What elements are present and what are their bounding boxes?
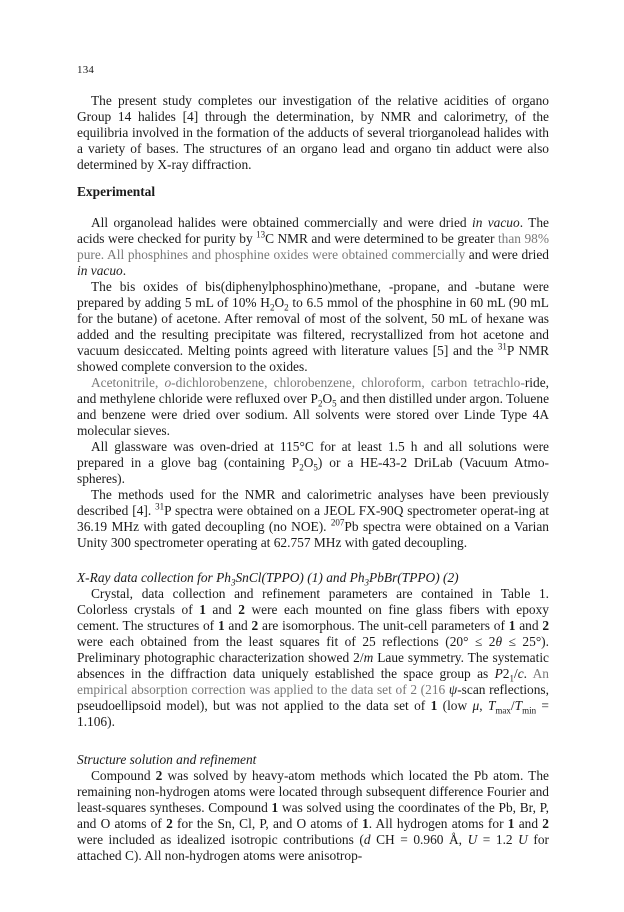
- intro-section: [77, 93, 549, 173]
- page-number: 134: [77, 64, 95, 76]
- xray-section: [77, 586, 549, 730]
- experimental-paragraph-5: The methods used for the NMR and calorimetric analyses have been previously described [4]. $^{31}$P spectra were obtained on a JEOL FX-90Q spectrometer operat-ing at 36.19 MHz with gated decoupling (no NOE). $^{207}$Pb spectra were obtained on a Varian Unity 300 spectrometer operating at 62.757 MHz with gated decoupling.: [77, 487, 549, 550]
- xray-heading: X-Ray data collection for $Ph_3SnCl(TPPO)$ (1) and $Ph_3PbBr(TPPO)$ (2): [77, 570, 459, 588]
- experimental-heading-wrap: [77, 184, 549, 200]
- structure-heading-wrap: [77, 752, 549, 768]
- structure-paragraph: Compound 2 was solved by heavy-atom methods which located the Pb atom. The remaining non-hydrogen atoms were located through subsequent difference Fourier and least-squares syntheses. Compound 1 was solved using the coordinates of the Pb, Br, P, and O atoms of 2 for the Sn, Cl, P, and O atoms of 1. All hydrogen atoms for 1 and 2 were included as idealized isotropic contributions (d CH = 0.960 Å, U = 1.2 U for attached C). All non-hydrogen atoms were anisotrop-: [77, 768, 549, 863]
- intro-paragraph: The present study completes our investigation of the relative acidities of organo Group 14 halides [4] through the determination, by NMR and calorimetry, of the equilibria involved in the formation of the adducts of several triorganolead halides with a variety of bases. The structures of an organo lead and organo tin adduct were also determined by X-ray diffraction.: [77, 93, 549, 172]
- experimental-paragraph-3: Acetonitrile, o-dichlorobenzene, chlorobenzene, chloroform, carbon tetrachlo-ride, and methylene chloride were refluxed over $P_2O_5$ and then distilled under argon. Toluene and benzene were dried over sodium. All solvents were stored over Linde Type 4A molecular sieves.: [77, 375, 550, 438]
- xray-paragraph: Crystal, data collection and refinement parameters are contained in Table 1. Colorless crystals of 1 and 2 were each mounted on fine glass fibers with epoxy cement. The structures of 1 and 2 are isomorphous. The unit-cell parameters of 1 and 2 were each obtained from the least squares fit of 25 reflections (20° ≤ 2θ ≤ 25°). Preliminary photographic characterization showed 2/m Laue symmetry. The systematic absences in the diffraction data uniquely established the space group as $P2_1/c$. An empirical absorption correction was applied to the data set of 2 (216 ψ-scan reflections, pseudoellipsoid model), but was not applied to the data set of 1 (low μ, $T_{max}/T_{min} = 1.106$).: [77, 586, 550, 729]
- experimental-paragraph-1: All organolead halides were obtained commercially and were dried in vacuo. The acids were checked for purity by $^{13}$C NMR and were determined to be greater than 98% pure. All phosphines and phosphine oxides were obtained commercially and were dried in vacuo.: [77, 215, 550, 278]
- structure-section: [77, 768, 549, 864]
- experimental-heading: Experimental: [77, 184, 156, 199]
- experimental-paragraph-2: The bis oxides of bis(diphenylphosphino)methane, -propane, and -butane were prepared by adding 5 mL of 10% $H_2O_2$ to 6.5 mmol of the phosphine in 60 mL (90 mL for the butane) of acetone. After removal of most of the solvent, 50 mL of hexane was added and the resulting precipitate was filtered, recrystallized from hot acetone and vacuum desiccated. Melting points agreed with literature values [5] and the $^{31}$P NMR showed complete conversion to the oxides.: [77, 279, 549, 374]
- structure-heading: Structure solution and refinement: [77, 752, 257, 767]
- experimental-section: [77, 215, 549, 551]
- experimental-paragraph-4: All glassware was oven-dried at 115°C for at least 1.5 h and all solutions were prepared in a glove bag (containing $P_2O_5$) or a HE-43-2 DriLab (Vacuum Atmo-spheres).: [77, 439, 549, 486]
- xray-heading-wrap: [77, 570, 549, 586]
